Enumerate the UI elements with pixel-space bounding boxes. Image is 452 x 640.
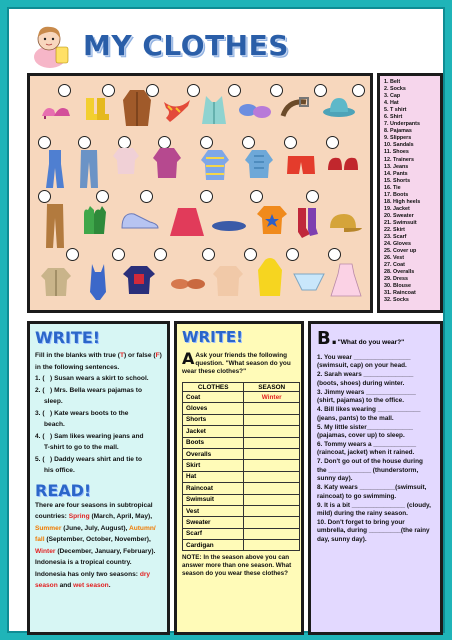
dress-icon [330, 262, 362, 298]
clothing-word: 6. Shirt [384, 114, 403, 121]
vest-icon [200, 94, 228, 126]
clothes-cell: Jacket [183, 426, 244, 437]
fill-in-sentence[interactable]: 1. You wear ________________ (swimsuit, cap) on your head. [317, 354, 411, 370]
shorts-icon [286, 154, 316, 176]
pants-icon [44, 202, 66, 250]
clothing-word: 30. Blouse [384, 283, 411, 290]
fill-in-sentence[interactable]: 4. Bill likes wearing ____________ (jeans, pants) to the mall. [317, 406, 421, 422]
season-note: NOTE: In the season above you can answer more than one season. What season do you wear these clothes? [182, 554, 292, 578]
sentence-continuation: T-shirt to go to the mall. [44, 444, 119, 451]
season-cell[interactable] [244, 471, 300, 482]
socks-icon [294, 206, 320, 240]
season-cell[interactable] [244, 460, 300, 471]
season-cell[interactable] [244, 494, 300, 505]
season-column-header: SEASON [244, 383, 300, 392]
fill-in-sentence[interactable]: 3. Jimmy wears ______________ (shirt, pajamas) to the office. [317, 388, 416, 405]
season-cell[interactable] [244, 528, 300, 539]
clothes-cell: Sweater [183, 517, 244, 528]
true-false-sentence: 2. ( ) Mrs. Bella wears pajamas to [35, 386, 143, 394]
high-heels-icon [40, 98, 72, 120]
table-row [183, 483, 300, 494]
table-row [183, 403, 300, 414]
clothing-word: 28. Overalls [384, 269, 415, 276]
trainers-icon [120, 204, 160, 232]
clothing-word: 1. Belt [384, 79, 401, 85]
fill-in-sentence[interactable]: 5. My little sister_____________ (pajamas, cover up) to sleep. [317, 423, 413, 440]
season-cell[interactable] [244, 517, 300, 528]
answer-circle[interactable] [202, 248, 215, 261]
boots-icon [82, 96, 110, 122]
clothing-word: 20. Sweater [384, 212, 414, 219]
pajamas-icon [200, 148, 230, 182]
table-row [183, 460, 300, 471]
swimsuit-icon [86, 262, 110, 302]
page-title: MY CLOTHES [83, 29, 289, 62]
answer-circle[interactable] [140, 190, 153, 203]
hat-icon [322, 94, 356, 120]
clothing-word: 7. Underpants [384, 121, 420, 128]
jacket-icon [122, 264, 156, 296]
read-heading: READ! [35, 480, 92, 500]
season-cell[interactable]: Winter [244, 392, 300, 403]
coat-icon [122, 88, 152, 128]
read-paragraph: There are four seasons in subtropical countries: Spring (March, April, May), Summer (June, July, August), Autumn/ fall (September, October, November), Winter (December, January, February). Indonesia is a tropical country. Indonesia has only two seasons: dry season and wet season. [35, 501, 156, 589]
shoes-icon [326, 152, 362, 174]
belt-icon [280, 96, 310, 122]
header [21, 19, 441, 71]
table-row [183, 426, 300, 437]
season-cell[interactable] [244, 483, 300, 494]
clothes-cell: Boots [183, 437, 244, 448]
skirt-icon [168, 206, 206, 238]
what-do-you-wear-panel [308, 321, 443, 635]
cover-up-icon [212, 264, 244, 298]
clothing-word: 24. Gloves [384, 241, 411, 248]
clothes-cell: Gloves [183, 403, 244, 414]
answer-circle[interactable] [284, 136, 297, 149]
clothing-word: 26. Vest [384, 255, 405, 262]
clothing-pictures-panel [27, 73, 373, 313]
table-row [183, 448, 300, 459]
clothing-word: 9. Slippers [384, 135, 412, 142]
table-row [183, 414, 300, 425]
clothing-word: 29. Dress [384, 276, 408, 283]
sentence-continuation: beach. [44, 421, 65, 428]
slippers-icon [238, 96, 272, 124]
clothing-word: 11. Shoes [384, 149, 409, 156]
answer-circle[interactable] [58, 84, 71, 97]
clothes-cell: Cardigan [183, 540, 244, 551]
clothing-word: 22. Skirt [384, 226, 405, 233]
season-cell[interactable] [244, 437, 300, 448]
season-cell[interactable] [244, 448, 300, 459]
answer-circle[interactable] [96, 190, 109, 203]
fill-in-list [317, 354, 434, 544]
shirt-icon [244, 148, 274, 180]
clothes-cell: Overalls [183, 448, 244, 459]
sentence-continuation: sleep. [44, 398, 63, 405]
season-question: A Ask your friends the following question. "What season do you wear these clothes?" [182, 349, 291, 375]
clothing-word: 32. Socks [384, 297, 409, 304]
table-row [183, 494, 300, 505]
cardigan-icon [40, 266, 72, 298]
clothes-cell: Raincoat [183, 483, 244, 494]
clothing-word: 4. Hat [384, 100, 399, 107]
girl-illustration [25, 23, 75, 69]
table-row [183, 540, 300, 551]
worksheet-page [7, 7, 445, 633]
table-row [183, 517, 300, 528]
fill-in-sentence[interactable]: 6. Tommy wears a ____________ (raincoat, jacket) when it rained. [317, 441, 417, 457]
clothes-cell: Vest [183, 505, 244, 516]
answer-circle[interactable] [112, 248, 125, 261]
mid-write-heading: WRITE! [182, 328, 243, 346]
answer-circle[interactable] [326, 136, 339, 149]
true-false-sentence: 3. ( ) Kate wears boots to the [35, 409, 129, 417]
answer-circle[interactable] [66, 248, 79, 261]
scarf-icon [162, 96, 192, 126]
clothing-word-list [377, 73, 443, 313]
clothing-word: 23. Scarf [384, 234, 407, 241]
clothing-word: 31. Raincoat [384, 290, 416, 297]
gloves-icon [80, 204, 108, 238]
answer-circle[interactable] [200, 190, 213, 203]
clothing-word: 2. Socks [384, 86, 406, 93]
fill-in-sentence[interactable]: 7. Don't go out of the house during the ____________ (thunderstorm, sunny day). [317, 458, 423, 483]
sweater-icon [112, 146, 140, 176]
answer-circle[interactable] [306, 190, 319, 203]
true-false-sentence: 5. ( ) Daddy wears shirt and tie to [35, 455, 143, 463]
clothing-word: 25. Cover up [384, 248, 417, 255]
clothing-word: 12. Trainers [384, 156, 414, 163]
clothing-word: 5. T shirt [384, 107, 407, 114]
clothing-word: 19. Jacket [384, 205, 410, 212]
clothes-column-header: CLOTHES [183, 383, 244, 392]
table-row [183, 471, 300, 482]
jeans-icon [78, 148, 100, 190]
table-row [183, 392, 300, 403]
raincoat-icon [256, 258, 284, 298]
clothing-word: 17. Boots [384, 191, 409, 198]
true-false-sentence: 4. ( ) Sam likes wearing jeans and [35, 432, 144, 440]
answer-circle[interactable] [154, 248, 167, 261]
section-b-question: "What do you wear?" [337, 339, 405, 346]
underpants-icon [292, 272, 326, 292]
answer-circle[interactable] [328, 248, 341, 261]
clothes-cell: Hat [183, 471, 244, 482]
fill-in-sentence[interactable]: 9. It is a bit _______________ (cloudy, mild) during the rainy season. [317, 501, 431, 518]
clothing-word: 10. Sandals [384, 142, 414, 149]
season-cell[interactable] [244, 505, 300, 516]
clothes-cell: Coat [183, 392, 244, 403]
clothes-cell: Scarf [183, 528, 244, 539]
sandals-icon [210, 214, 248, 234]
table-row [183, 505, 300, 516]
table-row [183, 528, 300, 539]
answer-circle[interactable] [286, 248, 299, 261]
overalls-icon [44, 148, 66, 190]
season-cell[interactable] [244, 540, 300, 551]
sentence-continuation: his office. [44, 467, 75, 474]
clothes-season-table [182, 382, 300, 551]
answer-circle[interactable] [250, 190, 263, 203]
section-b-letter: B. [317, 328, 338, 349]
season-cell[interactable] [244, 426, 300, 437]
fill-in-sentence[interactable]: 2. Sarah wears ______________ (boots, shoes) during winter. [317, 371, 414, 387]
season-table-panel [174, 321, 304, 635]
write-heading: WRITE! [35, 328, 101, 347]
season-cell[interactable] [244, 414, 300, 425]
clothes-cell: Shorts [183, 414, 244, 425]
clothing-word: 18. High heels [384, 198, 421, 205]
clothing-word: 15. Shorts [384, 177, 411, 184]
season-cell[interactable] [244, 403, 300, 414]
fill-in-sentence[interactable]: 8. Katy wears __________(swimsuit, raincoat) to go swimming. [317, 484, 427, 500]
write-read-panel [27, 321, 170, 635]
clothing-word: 14. Pants [384, 170, 408, 177]
clothing-word: 3. Cap [384, 93, 401, 100]
clothing-word: 13. Jeans [384, 163, 409, 170]
slip-on-shoes-icon [170, 272, 206, 292]
table-row [183, 437, 300, 448]
clothing-word: 27. Coat [384, 262, 405, 269]
write-instruction: Fill in the blanks with true (T) or false (F) in the following sentences. [35, 352, 162, 371]
tshirt-icon [256, 204, 288, 236]
clothing-word: 16. Tie [384, 184, 401, 191]
true-false-sentences [35, 373, 162, 477]
blouse-icon [152, 146, 182, 180]
clothes-cell: Swimsuit [183, 494, 244, 505]
clothing-word: 8. Pajamas [384, 128, 412, 135]
clothes-cell: Skirt [183, 460, 244, 471]
fill-in-sentence[interactable]: 10. Don't forget to bring your umbrella, during _________(the rainy day, sunny day). [317, 519, 430, 543]
true-false-sentence: 1. ( ) Susan wears a skirt to school. [35, 375, 149, 382]
cap-icon [324, 210, 364, 236]
clothing-word: 21. Swimsuit [384, 219, 417, 226]
